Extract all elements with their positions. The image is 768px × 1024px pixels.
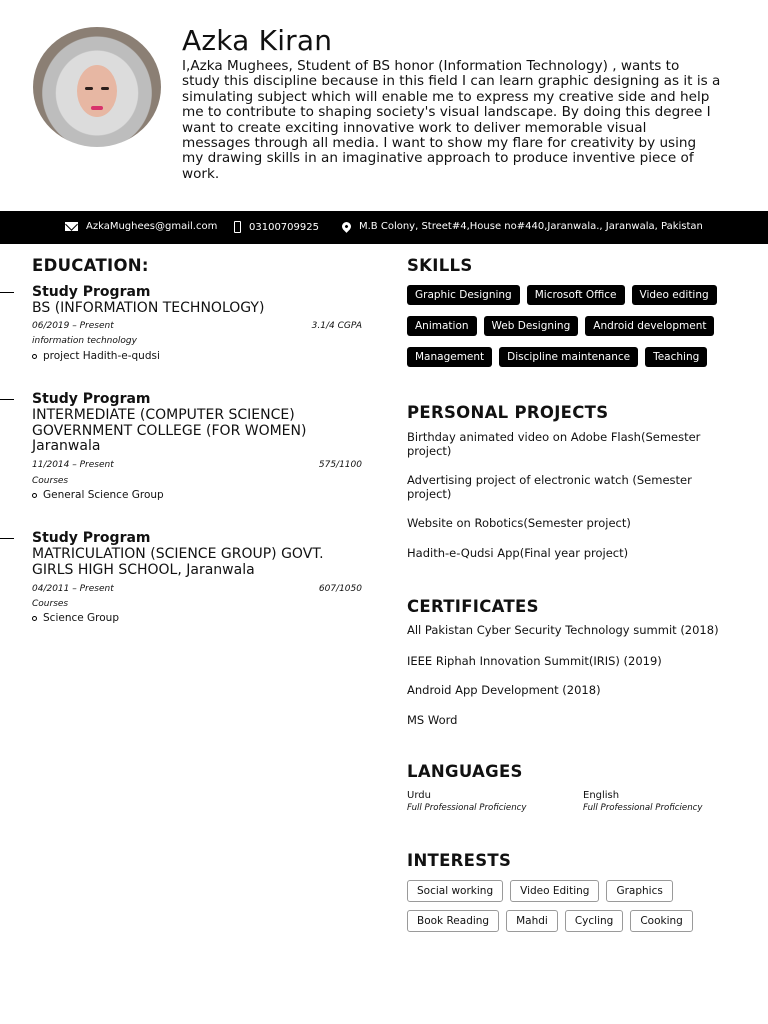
summary-line: want to create exciting innovative work to deliver memorable visual <box>182 119 647 136</box>
skill-tag: Web Designing <box>484 316 579 336</box>
profile-summary <box>182 59 742 182</box>
map-pin-icon <box>340 220 353 233</box>
profile-photo <box>33 27 161 147</box>
education-entry <box>0 391 370 511</box>
education-dates: 06/2019 – Present <box>32 321 114 331</box>
interest-tag: Mahdi <box>506 910 558 932</box>
interests-row <box>407 910 693 932</box>
summary-line: messages through all media. I want to show my flare for creativity by using <box>182 135 697 152</box>
skill-tag: Video editing <box>632 285 717 305</box>
timeline-tick <box>0 292 14 293</box>
profile-photo-lips <box>91 106 103 110</box>
contact-bar <box>0 211 768 244</box>
skill-tag: Android development <box>585 316 714 336</box>
language-name: English <box>583 790 620 801</box>
interest-tag: Book Reading <box>407 910 499 932</box>
contact-address <box>342 221 703 232</box>
education-degree <box>32 547 362 578</box>
skill-tag: Management <box>407 347 492 367</box>
projects-title: PERSONAL PROJECTS <box>407 403 609 422</box>
degree-line: MATRICULATION (SCIENCE GROUP) GOVT. <box>32 546 324 562</box>
skill-tag: Teaching <box>645 347 707 367</box>
education-bullet <box>32 489 164 501</box>
project-item: Birthday animated video on Adobe Flash(Semester project) <box>407 430 701 458</box>
education-entry <box>0 530 370 630</box>
education-entry <box>0 284 370 374</box>
interest-tag: Video Editing <box>510 880 599 902</box>
certificates-title: CERTIFICATES <box>407 597 539 616</box>
email-text[interactable]: AzkaMughees@gmail.com <box>86 221 218 232</box>
interest-tag: Social working <box>407 880 503 902</box>
bullet-text: project Hadith-e-qudsi <box>43 350 160 362</box>
education-grade: 3.1/4 CGPA <box>311 321 362 331</box>
education-subtitle: Courses <box>32 599 69 609</box>
mail-icon <box>65 222 78 231</box>
education-subtitle: information technology <box>32 336 137 346</box>
education-bullet <box>32 612 119 624</box>
degree-line: GOVERNMENT COLLEGE (FOR WOMEN) <box>32 422 307 439</box>
language-item <box>583 790 702 813</box>
language-item <box>407 790 526 813</box>
interests-row <box>407 880 673 902</box>
summary-line: simulating subject which will enable me to express my creative side and help <box>182 88 710 105</box>
summary-line: me to contribute to shaping society's visual landscape. By doing this degree I <box>182 104 711 121</box>
candidate-name: Azka Kiran <box>182 24 333 57</box>
education-label: Study Program <box>32 391 151 407</box>
bullet-icon <box>32 354 37 359</box>
education-degree <box>32 301 362 317</box>
summary-line: my drawing skills in an imaginative approach to produce inventive piece of <box>182 150 694 167</box>
bullet-text: General Science Group <box>43 489 164 501</box>
education-dates: 04/2011 – Present <box>32 584 114 594</box>
education-label: Study Program <box>32 530 151 546</box>
interest-tag: Cooking <box>630 910 693 932</box>
phone-text[interactable]: 03100709925 <box>249 221 319 233</box>
timeline-tick <box>0 399 14 400</box>
skills-row <box>407 347 707 367</box>
contact-phone[interactable] <box>234 221 319 233</box>
skill-tag: Microsoft Office <box>527 285 625 305</box>
skill-tag: Graphic Designing <box>407 285 520 305</box>
certificate-item: All Pakistan Cyber Security Technology summit (2018) <box>407 623 719 637</box>
education-subtitle: Courses <box>32 476 69 486</box>
education-bullet <box>32 350 160 362</box>
degree-line: INTERMEDIATE (COMPUTER SCIENCE) <box>32 407 295 423</box>
skills-title: SKILLS <box>407 256 473 275</box>
skills-row <box>407 316 714 336</box>
education-degree <box>32 408 362 455</box>
language-level: Full Professional Proficiency <box>583 803 703 813</box>
profile-photo-eye <box>101 87 109 90</box>
degree-line: GIRLS HIGH SCHOOL, Jaranwala <box>32 561 255 578</box>
project-item: Advertising project of electronic watch (Semester project) <box>407 473 692 501</box>
certificate-item: IEEE Riphah Innovation Summit(IRIS) (2019) <box>407 654 662 668</box>
contact-email[interactable] <box>65 221 217 232</box>
certificate-item: MS Word <box>407 713 458 727</box>
summary-line: I,Azka Mughees, Student of BS honor (Information Technology) , wants to <box>182 58 680 74</box>
language-level: Full Professional Proficiency <box>407 803 527 813</box>
address-text: M.B Colony, Street#4,House no#440,Jaranwala., Jaranwala, Pakistan <box>359 221 703 232</box>
summary-line: study this discipline because in this field I can learn graphic designing as it is a <box>182 73 721 90</box>
education-grade: 575/1100 <box>318 460 362 470</box>
interests-title: INTERESTS <box>407 851 512 870</box>
language-name: Urdu <box>407 790 431 801</box>
project-item: Website on Robotics(Semester project) <box>407 516 631 530</box>
certificate-item: Android App Development (2018) <box>407 683 601 697</box>
education-label: Study Program <box>32 284 151 300</box>
bullet-text: Science Group <box>43 612 120 624</box>
summary-line: work. <box>182 165 220 182</box>
skill-tag: Discipline maintenance <box>499 347 638 367</box>
interest-tag: Cycling <box>565 910 623 932</box>
education-title: EDUCATION: <box>32 256 149 275</box>
skill-tag: Animation <box>407 316 477 336</box>
degree-line: BS (INFORMATION TECHNOLOGY) <box>32 300 265 316</box>
education-dates: 11/2014 – Present <box>32 460 114 470</box>
phone-icon <box>234 221 241 233</box>
degree-line: Jaranwala <box>32 438 101 454</box>
languages-title: LANGUAGES <box>407 762 523 781</box>
bullet-icon <box>32 493 37 498</box>
skills-row <box>407 285 717 305</box>
interest-tag: Graphics <box>606 880 672 902</box>
bullet-icon <box>32 616 37 621</box>
profile-photo-eye <box>85 87 93 90</box>
project-item: Hadith-e-Qudsi App(Final year project) <box>407 546 629 560</box>
timeline-tick <box>0 538 14 539</box>
education-grade: 607/1050 <box>318 584 362 594</box>
